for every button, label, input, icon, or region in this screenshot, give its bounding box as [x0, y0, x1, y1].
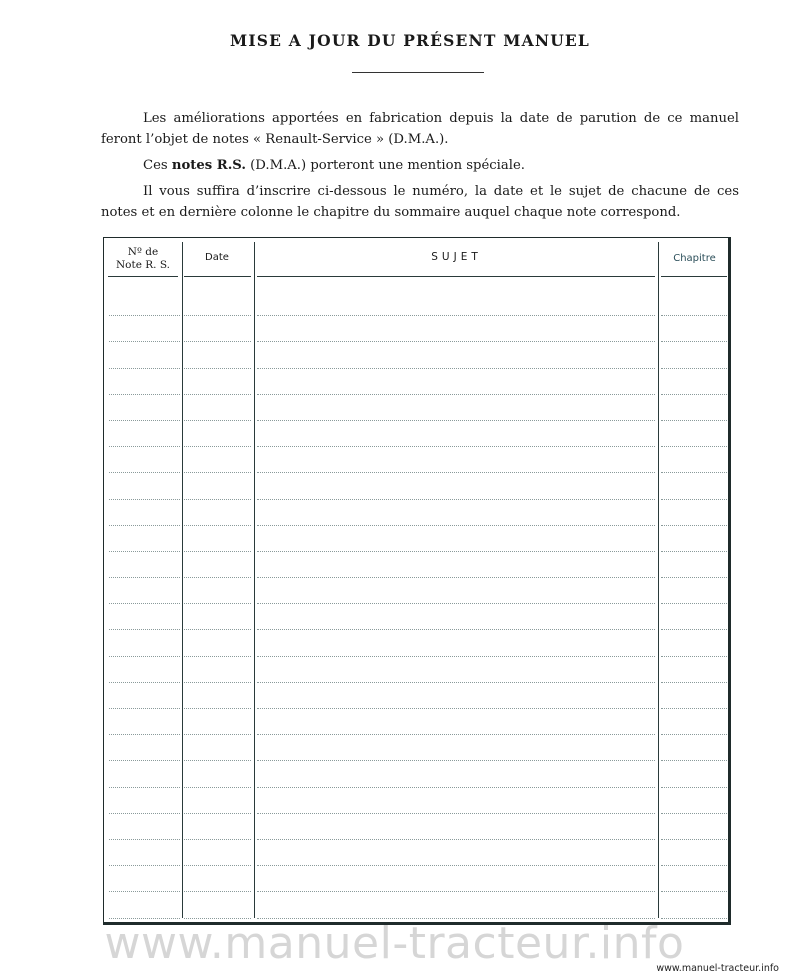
watermark-small: www.manuel-tracteur.info [656, 963, 779, 974]
header-rule-sujet [257, 276, 655, 277]
table-row [104, 290, 728, 316]
table-row [104, 604, 728, 630]
notes-paragraph [101, 155, 739, 176]
table-row [104, 630, 728, 656]
header-note-rs-line2: Note R. S. [115, 259, 171, 271]
page-title: MISE A JOUR DU PRÉSENT MANUEL [229, 31, 591, 50]
table-row [104, 814, 728, 840]
notes-paragraph-pre: Ces [143, 158, 172, 173]
table-row [104, 526, 728, 552]
watermark: www.manuel-tracteur.info [104, 918, 685, 969]
header-note-rs [108, 246, 178, 272]
instruction-paragraph: Il vous suffira d’inscrire ci-dessous le numéro, la date et le sujet de chacune de ces notes et en dernière colonne le chapitre du sommaire auquel chaque note correspond. [101, 184, 739, 220]
table-row [104, 552, 728, 578]
header-sujet: SUJET [431, 251, 482, 263]
table-body [104, 290, 728, 919]
table-row [104, 578, 728, 604]
table-row [104, 395, 728, 421]
table-row [104, 421, 728, 447]
table-row [104, 892, 728, 918]
table-row [104, 316, 728, 342]
table-row [104, 840, 728, 866]
update-log-table [103, 237, 731, 925]
header-date: Date [205, 252, 229, 263]
table-row [104, 735, 728, 761]
notes-paragraph-post: (D.M.A.) porteront une mention spéciale. [245, 158, 525, 173]
table-row [104, 761, 728, 787]
table-row [104, 473, 728, 499]
title-underline [352, 72, 484, 73]
notes-paragraph-bold: notes R.S. [171, 158, 246, 173]
table-row [104, 788, 728, 814]
header-note-rs-line1: Nº de [127, 246, 159, 258]
table-row [104, 866, 728, 892]
header-rule-note [108, 276, 178, 277]
table-row [104, 342, 728, 368]
table-row [104, 709, 728, 735]
table-row [104, 447, 728, 473]
header-rule-chapitre [661, 276, 727, 277]
header-chapitre: Chapitre [673, 253, 716, 264]
header-rule-date [184, 276, 251, 277]
table-row [104, 683, 728, 709]
table-row [104, 500, 728, 526]
table-row [104, 657, 728, 683]
intro-paragraph: Les améliorations apportées en fabrication depuis la date de parution de ce manuel feront l’objet de notes « Renault-Service » (D.M.A.). [101, 111, 739, 147]
table-row [104, 369, 728, 395]
